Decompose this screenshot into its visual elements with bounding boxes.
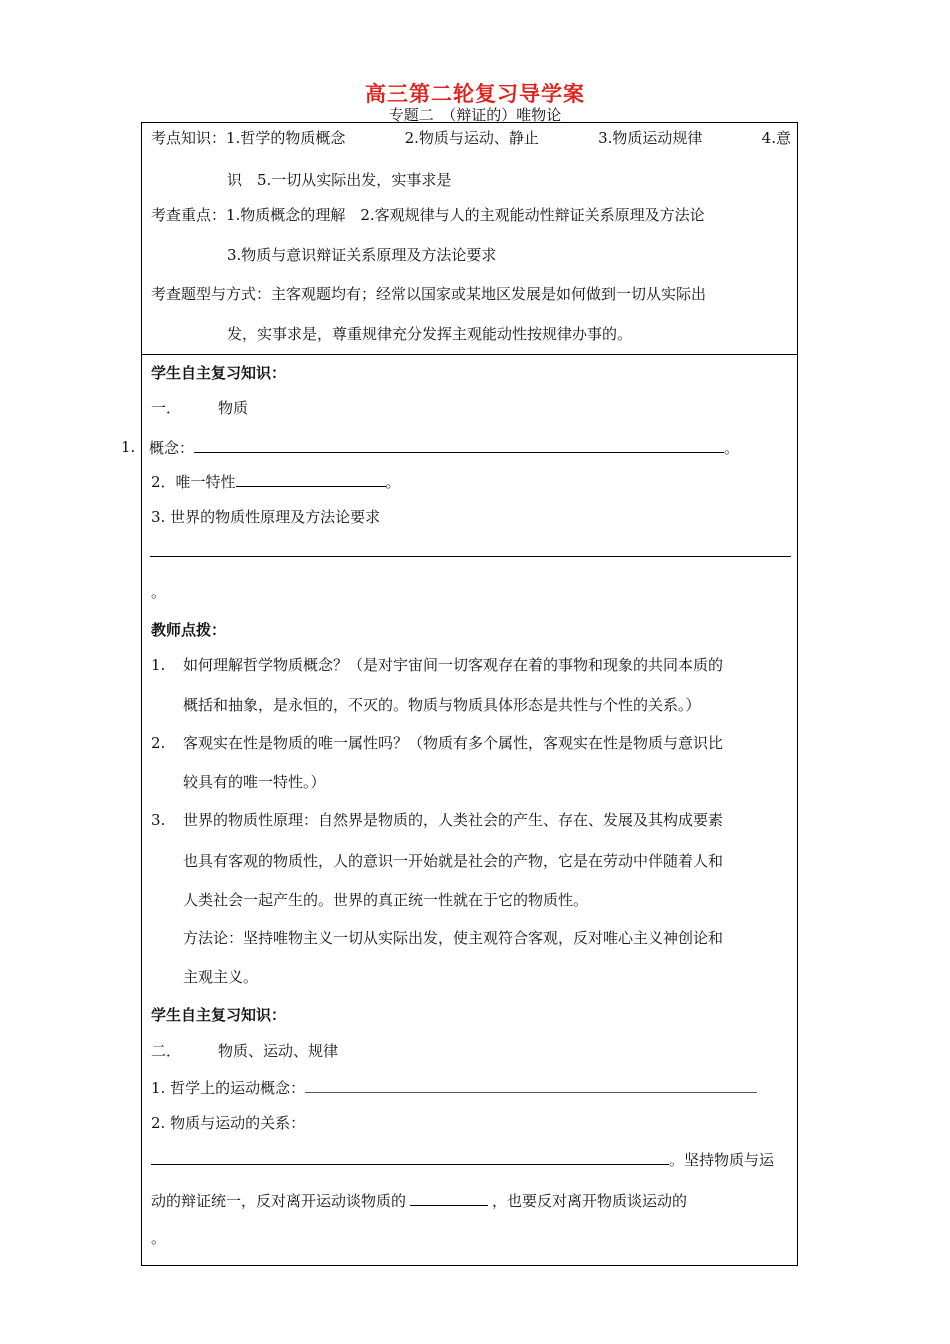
teacher-point-3-line-4: 方法论：坚持唯物主义一切从实际出发，使主观符合客观，反对唯心主义神创论和 <box>183 929 724 947</box>
zhongdian-line-2: 3.物质与意识辩证关系原理及方法论要求 <box>227 246 497 264</box>
unique-property-item <box>151 471 401 492</box>
unique-property-end: 。 <box>385 473 401 491</box>
matter-motion-blank[interactable] <box>151 1149 669 1165</box>
world-material-item: 3. 世界的物质性原理及方法论要求 <box>151 508 381 526</box>
page-subtitle: 专题二 （辩证的）唯物论 <box>388 106 562 124</box>
teacher-point-1-line-1: 如何理解哲学物质概念？（是对宇宙间一切客观存在着的事物和现象的共同本质的 <box>183 656 724 674</box>
zhongdian-line-1: 考查重点：1.物质概念的理解 2.客观规律与人的主观能动性辩证关系原理及方法论 <box>151 206 705 224</box>
matter-motion-tail: 。坚持物质与运 <box>669 1151 775 1169</box>
world-material-blank[interactable] <box>150 556 791 557</box>
page-title: 高三第二轮复习导学案 <box>365 82 585 106</box>
matter-motion-end: 。 <box>151 1229 167 1247</box>
teacher-point-3-line-2: 也具有客观的物质性，人的意识一开始就是社会的产物，它是在劳动中伴随着人和 <box>183 852 724 870</box>
tixing-line-2: 发，实事求是，尊重规律充分发挥主观能动性按规律办事的。 <box>227 325 633 343</box>
matter-motion-line-1 <box>151 1149 774 1170</box>
concept-item <box>149 437 739 458</box>
motion-concept-blank[interactable] <box>305 1077 757 1093</box>
matter-motion-line-2-a: 动的辩证统一，反对离开运动谈物质的 <box>151 1192 407 1210</box>
unique-property-label: 2．唯一特性 <box>151 473 236 491</box>
teacher-point-2-line-1: 客观实在性是物质的唯一属性吗？（物质有多个属性，客观实在性是物质与意识比 <box>183 734 724 752</box>
concept-blank[interactable] <box>194 437 724 453</box>
concept-label: 概念： <box>149 439 195 457</box>
kaodian-item-2: 2.物质与运动、静止 <box>404 129 539 147</box>
teacher-point-3-line-3: 人类社会一起产生的。世界的真正统一性就在于它的物质性。 <box>183 891 589 909</box>
concept-end: 。 <box>724 439 740 457</box>
section1-part-number: 一． <box>151 399 182 417</box>
section1-heading: 学生自主复习知识： <box>151 364 287 382</box>
kaodian-line <box>151 128 791 148</box>
section2-part-number: 二． <box>151 1042 182 1060</box>
teacher-point-3-line-1: 世界的物质性原理：自然界是物质的，人类社会的产生、存在、发展及其构成要素 <box>183 811 724 829</box>
teacher-point-3-number: 3. <box>151 811 166 829</box>
kaodian-item-3: 3.物质运动规律 <box>598 129 703 147</box>
teacher-point-1-number: 1. <box>151 656 166 674</box>
motion-concept-item <box>151 1077 757 1098</box>
outer-item-number: 1. <box>121 438 136 456</box>
matter-motion-line-2-b: ，也要反对离开物质谈运动的 <box>492 1192 688 1210</box>
motion-concept-label: 1. 哲学上的运动概念： <box>151 1079 306 1097</box>
matter-motion-line-2 <box>151 1190 687 1211</box>
overview-box <box>141 122 798 355</box>
section1-part-title: 物质 <box>218 399 249 417</box>
matter-motion-line-2-blank[interactable] <box>410 1190 488 1206</box>
matter-motion-label: 2. 物质与运动的关系： <box>151 1114 306 1132</box>
unique-property-blank[interactable] <box>236 471 386 487</box>
teacher-point-3-line-5: 主观主义。 <box>183 968 259 986</box>
section2-part-title: 物质、运动、规律 <box>218 1042 339 1060</box>
kaodian-continued: 识 5.一切从实际出发，实事求是 <box>227 171 452 189</box>
kaodian-item-4: 4.意 <box>761 129 791 147</box>
world-material-end: 。 <box>151 583 167 601</box>
teacher-heading: 教师点拨： <box>151 621 227 639</box>
kaodian-label-and-item-1: 考点知识：1.哲学的物质概念 <box>151 129 346 147</box>
teacher-point-1-line-2: 概括和抽象，是永恒的，不灭的。物质与物质具体形态是共性与个性的关系。） <box>183 696 701 714</box>
section2-heading: 学生自主复习知识： <box>151 1006 287 1024</box>
teacher-point-2-line-2: 较具有的唯一特性。） <box>183 773 326 791</box>
teacher-point-2-number: 2. <box>151 734 166 752</box>
tixing-line-1: 考查题型与方式：主客观题均有；经常以国家或某地区发展是如何做到一切从实际出 <box>151 285 707 303</box>
